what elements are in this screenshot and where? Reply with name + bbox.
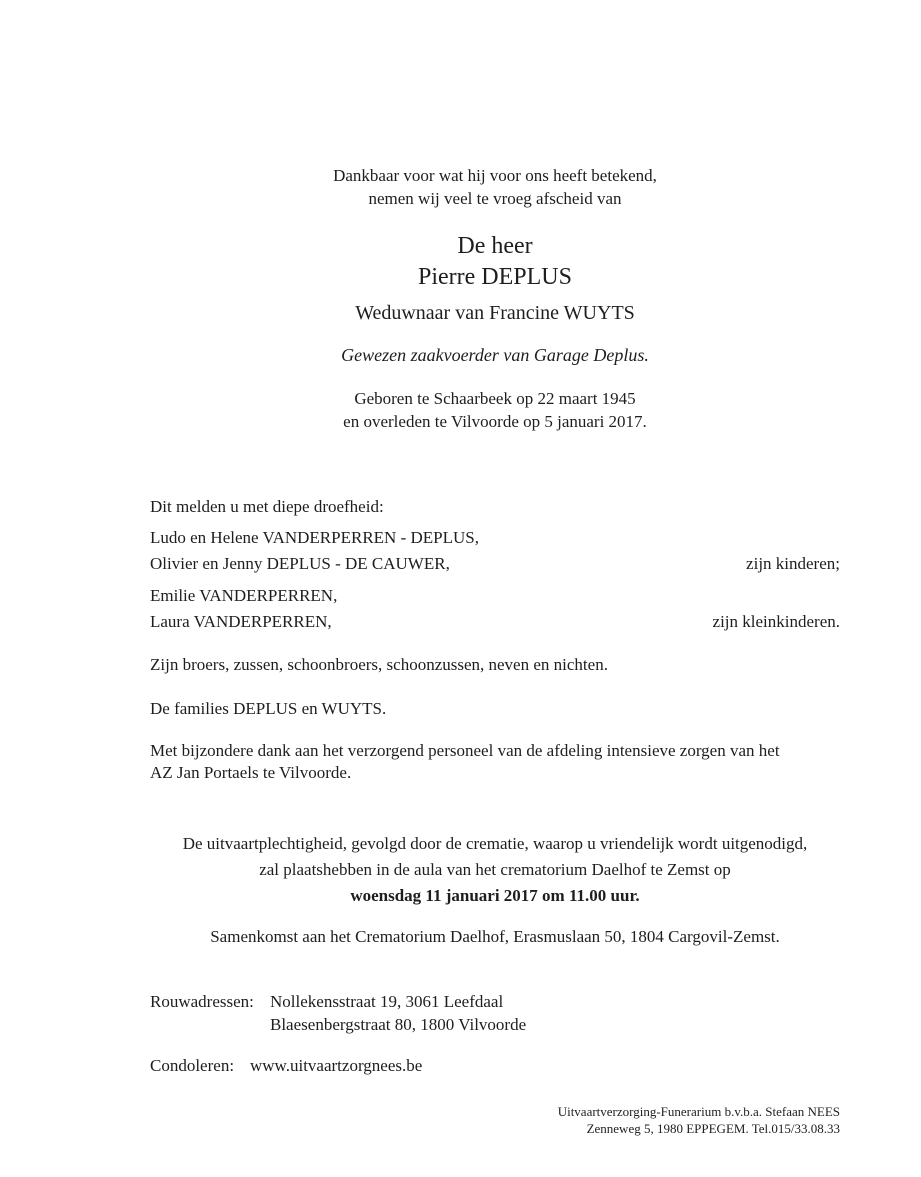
birth-line: Geboren te Schaarbeek op 22 maart 1945 <box>354 389 636 408</box>
child-name: Ludo en Helene VANDERPERREN - DEPLUS, <box>150 528 479 547</box>
mourning-addresses-label: Rouwadressen: <box>150 992 254 1011</box>
child-name: Olivier en Jenny DEPLUS - DE CAUWER, <box>150 554 450 573</box>
ceremony-line-1: De uitvaartplechtigheid, gevolgd door de crematie, waarop u vriendelijk wordt uitgenodigd, <box>182 834 808 853</box>
child-row <box>150 526 840 549</box>
deceased-salutation: De heer <box>457 233 533 259</box>
ceremony-block <box>150 831 840 909</box>
condolence-row <box>150 1054 840 1077</box>
mourning-addresses-row <box>150 990 840 1036</box>
child-row <box>150 552 840 575</box>
intro-line-1: Dankbaar voor wat hij voor ons heeft betekend, <box>333 166 657 185</box>
grandchild-row <box>150 584 840 607</box>
condolence-label: Condoleren: <box>150 1056 235 1075</box>
thanks-line-2: AZ Jan Portaels te Vilvoorde. <box>150 763 352 782</box>
death-line: en overleden te Vilvoorde op 5 januari 2017. <box>343 412 647 431</box>
relatives-line: Zijn broers, zussen, schoonbroers, schoonzussen, neven en nichten. <box>150 655 608 674</box>
ceremony-line-2: zal plaatshebben in de aula van het crematorium Daelhof te Zemst op <box>259 860 731 879</box>
condolence-website: www.uitvaartzorgnees.be <box>250 1056 423 1075</box>
grandchild-name: Emilie VANDERPERREN, <box>150 586 338 605</box>
relation-label: zijn kinderen; <box>746 554 840 573</box>
mourning-addresses-values <box>270 990 526 1036</box>
relation-label: zijn kleinkinderen. <box>712 612 840 631</box>
deceased-name-block <box>150 231 840 326</box>
footer-line-1: Uitvaartverzorging-Funerarium b.v.b.a. Stefaan NEES <box>557 1104 840 1119</box>
thanks-paragraph <box>150 740 840 784</box>
mourning-address-2: Blaesenbergstraat 80, 1800 Vilvoorde <box>270 1015 527 1034</box>
deceased-name: Pierre DEPLUS <box>418 264 572 290</box>
ceremony-datetime: woensdag 11 januari 2017 om 11.00 uur. <box>350 886 640 905</box>
occupation-line: Gewezen zaakvoerder van Garage Deplus. <box>341 345 649 365</box>
gathering-line: Samenkomst aan het Crematorium Daelhof, Erasmuslaan 50, 1804 Cargovil-Zemst. <box>210 927 780 946</box>
thanks-line-1: Met bijzondere dank aan het verzorgend personeel van de afdeling intensieve zorgen van het <box>150 741 780 760</box>
funeral-home-footer <box>150 1103 840 1137</box>
families-line: De families DEPLUS en WUYTS. <box>150 699 387 718</box>
grandchild-name: Laura VANDERPERREN, <box>150 612 332 631</box>
announcement-heading: Dit melden u met diepe droefheid: <box>150 497 384 516</box>
intro-verse <box>150 164 840 210</box>
intro-line-2: nemen wij veel te vroeg afscheid van <box>368 189 622 208</box>
grandchild-row <box>150 610 840 633</box>
mourning-address-1: Nollekensstraat 19, 3061 Leefdaal <box>270 992 504 1011</box>
widower-line: Weduwnaar van Francine WUYTS <box>355 302 635 324</box>
birth-death-block <box>150 387 840 433</box>
footer-line-2: Zenneweg 5, 1980 EPPEGEM. Tel.015/33.08.33 <box>586 1121 840 1136</box>
